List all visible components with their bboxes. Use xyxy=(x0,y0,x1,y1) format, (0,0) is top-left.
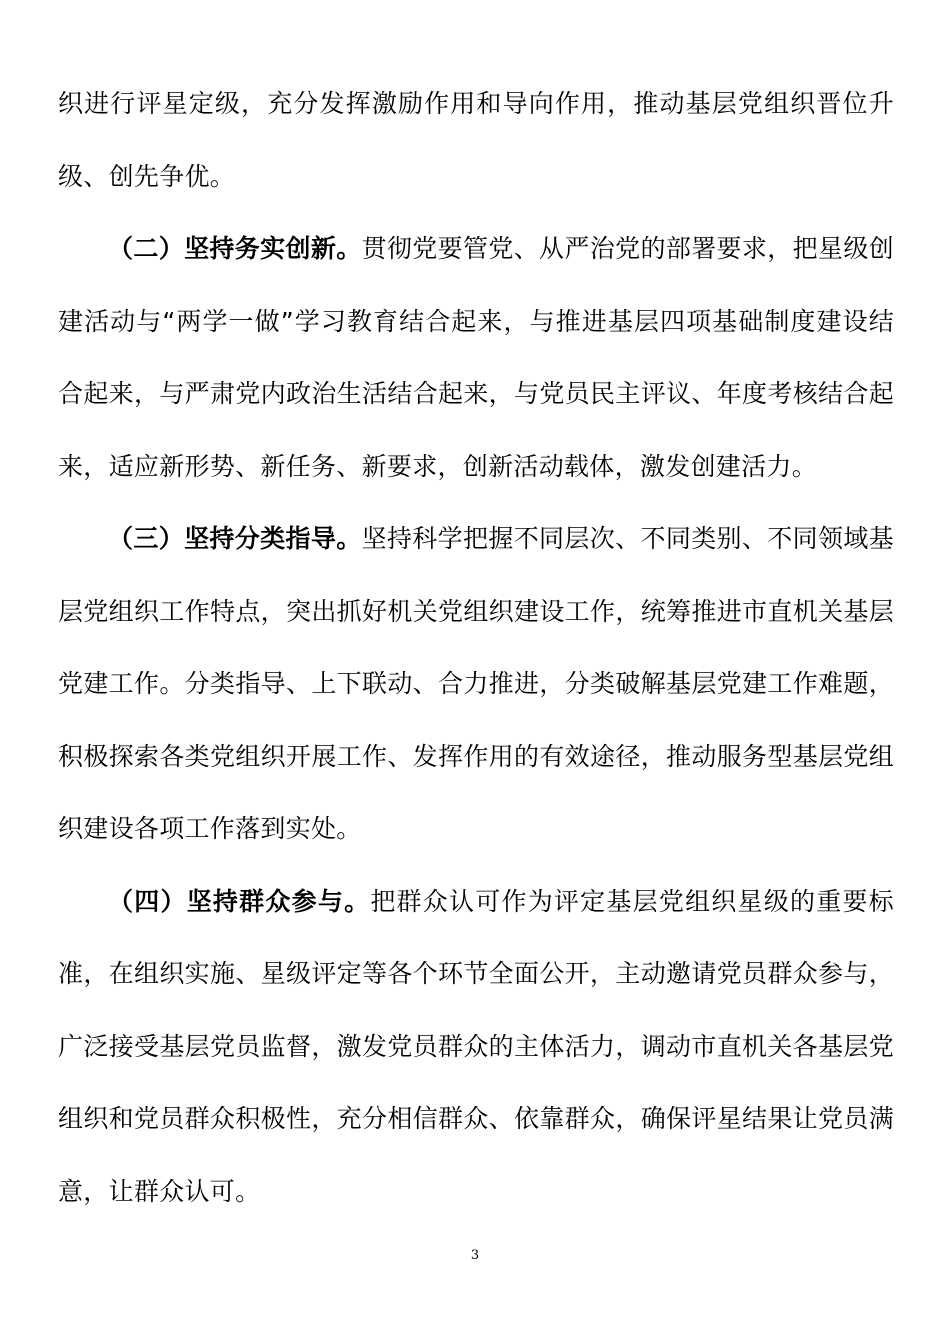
paragraph-text: 贯彻党要管党、从严治党的部署要求，把星级创建活动与“两学一做”学习教育结合起来，与推进基层四项基础制度建设结合起来，与严肃党内政治生活结合起来，与党员民主评议、年度考核结合起来，适应新形势、新任务、新要求，创新活动载体，激发创建活力。 xyxy=(58,234,894,481)
paragraph-continuation xyxy=(58,68,894,213)
paragraph-pragmatic-innovation xyxy=(58,213,894,503)
paragraph-text: 把群众认可作为评定基层党组织星级的重要标准，在组织实施、星级评定等各个环节全面公开，主动邀请党员群众参与，广泛接受基层党员监督，激发党员群众的主体活力，调动市直机关各基层党组织和党员群众积极性，充分相信群众、依靠群众，确保评星结果让党员满意，让群众认可。 xyxy=(58,886,894,1206)
paragraph-heading: （二）坚持务实创新。 xyxy=(108,234,362,263)
page-number: 3 xyxy=(470,1248,480,1263)
paragraph-classified-guidance xyxy=(58,503,894,866)
paragraph-heading: （四）坚持群众参与。 xyxy=(108,886,371,916)
paragraph-text: 织进行评星定级，充分发挥激励作用和导向作用，推动基层党组织晋位升级、创先争优。 xyxy=(58,89,894,191)
paragraph-mass-participation xyxy=(58,866,894,1229)
paragraph-text: 坚持科学把握不同层次、不同类别、不同领域基层党组织工作特点，突出抓好机关党组织建设工作，统筹推进市直机关基层党建工作。分类指导、上下联动、合力推进，分类破解基层党建工作难题，积极探索各类党组织开展工作、发挥作用的有效途径，推动服务型基层党组织建设各项工作落到实处。 xyxy=(58,524,894,843)
paragraph-heading: （三）坚持分类指导。 xyxy=(108,524,362,553)
document-page xyxy=(58,68,894,1228)
